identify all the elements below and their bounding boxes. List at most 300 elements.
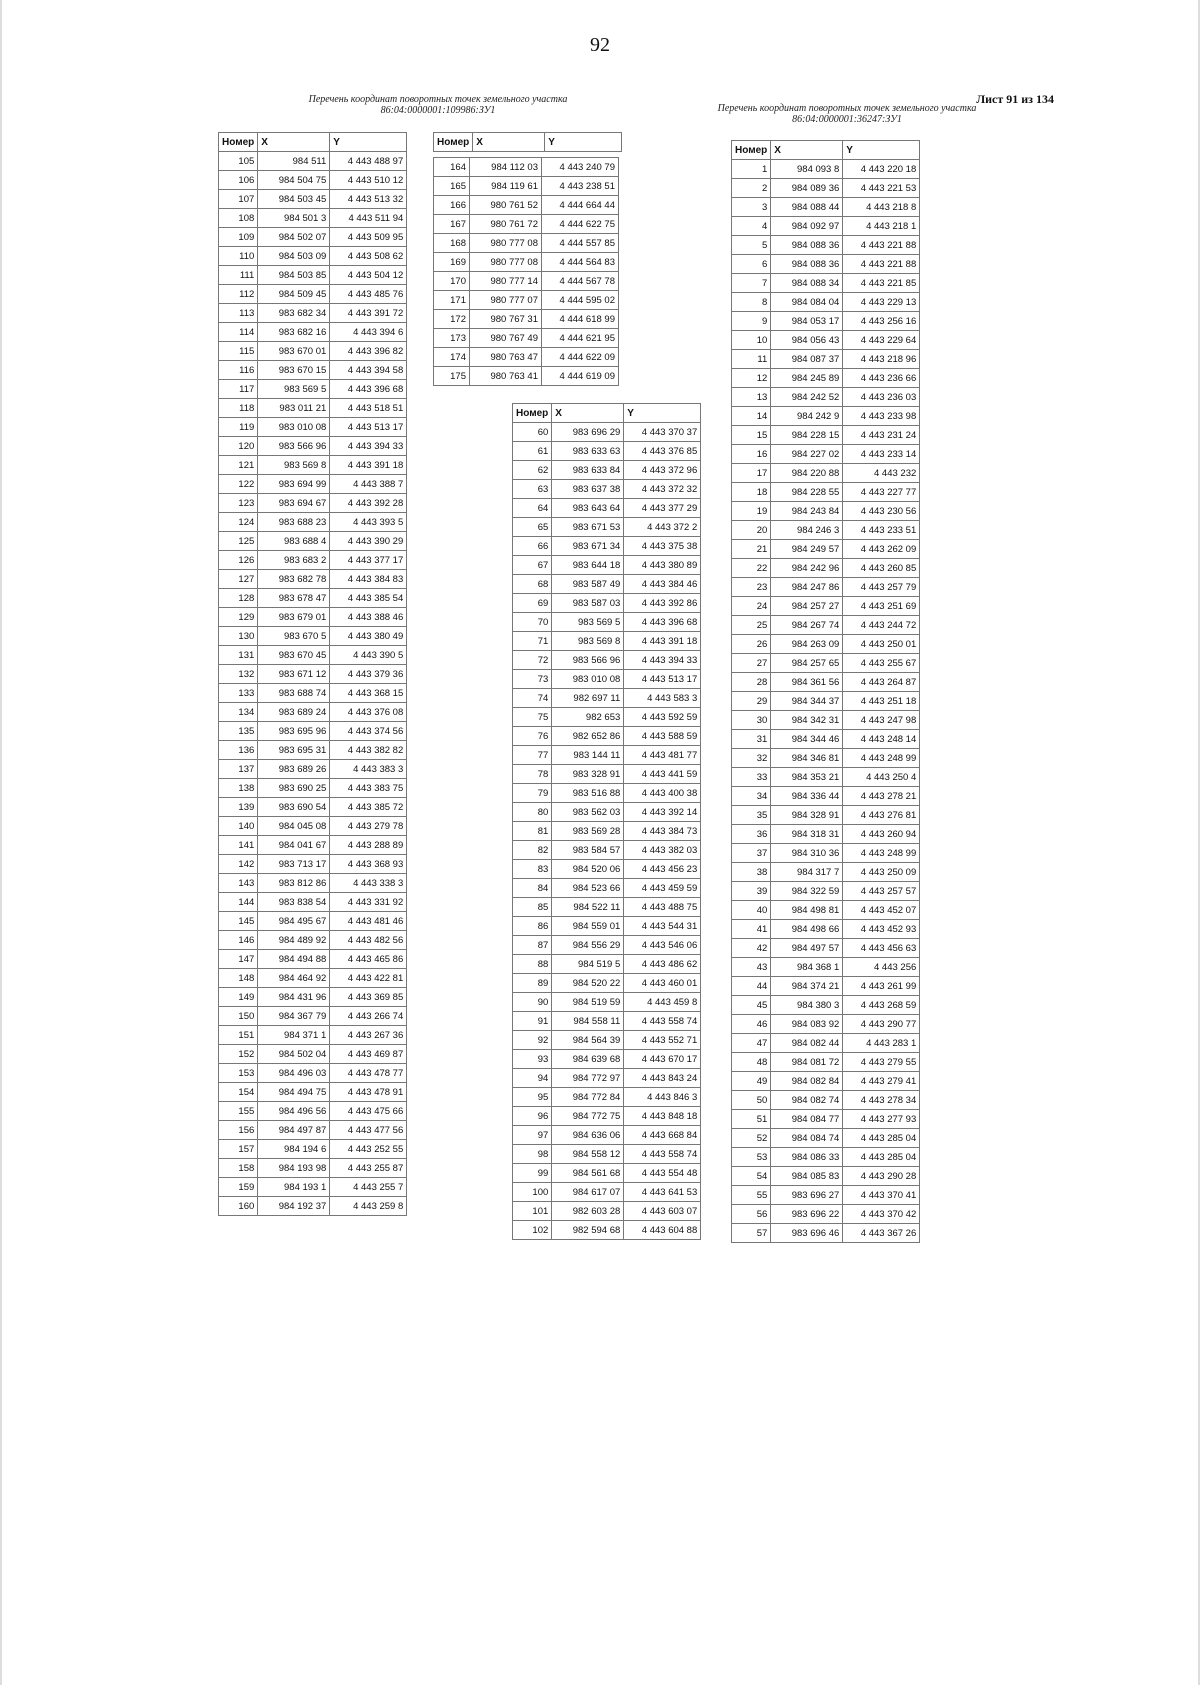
coord-y: 4 443 393 5 <box>330 513 407 532</box>
coord-x: 984 558 12 <box>552 1145 624 1164</box>
table-row <box>732 426 920 445</box>
coord-x: 984 084 77 <box>771 1110 843 1129</box>
coord-y: 4 443 248 99 <box>843 749 920 768</box>
coord-y: 4 443 372 32 <box>624 480 701 499</box>
table-row <box>513 1069 701 1088</box>
coord-y: 4 443 481 77 <box>624 746 701 765</box>
coords-table-a <box>218 132 407 1216</box>
coord-y: 4 443 394 58 <box>330 361 407 380</box>
table-header <box>434 133 622 152</box>
point-number: 16 <box>732 445 771 464</box>
coord-x: 982 652 86 <box>552 727 624 746</box>
coord-y: 4 443 244 72 <box>843 616 920 635</box>
coord-y: 4 443 255 67 <box>843 654 920 673</box>
coord-x: 984 494 75 <box>258 1083 330 1102</box>
point-number: 109 <box>219 228 258 247</box>
coord-x: 983 696 46 <box>771 1224 843 1243</box>
point-number: 106 <box>219 171 258 190</box>
point-number: 31 <box>732 730 771 749</box>
table-row <box>219 380 407 399</box>
point-number: 86 <box>513 917 552 936</box>
coord-y: 4 444 664 44 <box>542 196 619 215</box>
coord-x: 984 523 66 <box>552 879 624 898</box>
point-number: 97 <box>513 1126 552 1145</box>
point-number: 142 <box>219 855 258 874</box>
coord-x: 983 637 38 <box>552 480 624 499</box>
col-x: X <box>258 133 330 152</box>
table-row <box>513 1221 701 1240</box>
scan-edge-left <box>0 0 2 1685</box>
point-number: 23 <box>732 578 771 597</box>
point-number: 4 <box>732 217 771 236</box>
coord-y: 4 443 509 95 <box>330 228 407 247</box>
coord-y: 4 443 227 77 <box>843 483 920 502</box>
table-row <box>732 559 920 578</box>
coord-x: 984 336 44 <box>771 787 843 806</box>
point-number: 49 <box>732 1072 771 1091</box>
coord-x: 984 112 03 <box>470 158 542 177</box>
coord-y: 4 443 236 03 <box>843 388 920 407</box>
table-header <box>219 133 407 152</box>
table-row <box>219 437 407 456</box>
point-number: 35 <box>732 806 771 825</box>
coord-y: 4 443 394 6 <box>330 323 407 342</box>
coord-y: 4 443 276 81 <box>843 806 920 825</box>
coord-x: 983 689 26 <box>258 760 330 779</box>
coord-y: 4 443 255 87 <box>330 1159 407 1178</box>
point-number: 66 <box>513 537 552 556</box>
coord-y: 4 443 221 88 <box>843 255 920 274</box>
point-number: 172 <box>434 310 470 329</box>
coord-x: 984 489 92 <box>258 931 330 950</box>
coord-x: 983 569 8 <box>552 632 624 651</box>
coord-y: 4 443 376 85 <box>624 442 701 461</box>
point-number: 90 <box>513 993 552 1012</box>
coord-x: 984 639 68 <box>552 1050 624 1069</box>
coord-x: 983 689 24 <box>258 703 330 722</box>
coord-y: 4 443 456 23 <box>624 860 701 879</box>
table-row <box>513 1012 701 1031</box>
point-number: 64 <box>513 499 552 518</box>
coord-y: 4 443 558 74 <box>624 1012 701 1031</box>
coord-x: 980 763 47 <box>470 348 542 367</box>
coord-x: 983 690 54 <box>258 798 330 817</box>
coord-y: 4 443 396 68 <box>624 613 701 632</box>
table-row <box>732 388 920 407</box>
coord-x: 984 082 84 <box>771 1072 843 1091</box>
coord-x: 980 763 41 <box>470 367 542 386</box>
coord-y: 4 444 618 99 <box>542 310 619 329</box>
table-row <box>219 1121 407 1140</box>
coord-x: 984 498 66 <box>771 920 843 939</box>
coord-x: 983 838 54 <box>258 893 330 912</box>
point-number: 164 <box>434 158 470 177</box>
coord-x: 984 093 8 <box>771 160 843 179</box>
coord-x: 984 192 37 <box>258 1197 330 1216</box>
coord-x: 984 353 21 <box>771 768 843 787</box>
table-row <box>219 532 407 551</box>
coord-x: 984 503 85 <box>258 266 330 285</box>
coord-y: 4 443 231 24 <box>843 426 920 445</box>
table-row <box>434 234 619 253</box>
coord-y: 4 443 278 34 <box>843 1091 920 1110</box>
table-row <box>732 635 920 654</box>
table-row <box>434 177 619 196</box>
coord-y: 4 443 394 33 <box>624 651 701 670</box>
point-number: 12 <box>732 369 771 388</box>
point-number: 25 <box>732 616 771 635</box>
coord-y: 4 444 557 85 <box>542 234 619 253</box>
point-number: 170 <box>434 272 470 291</box>
coord-y: 4 443 469 87 <box>330 1045 407 1064</box>
coord-x: 984 504 75 <box>258 171 330 190</box>
point-number: 118 <box>219 399 258 418</box>
point-number: 160 <box>219 1197 258 1216</box>
table-row <box>219 627 407 646</box>
table-row <box>513 499 701 518</box>
coord-x: 984 041 67 <box>258 836 330 855</box>
table-row <box>732 787 920 806</box>
coord-y: 4 443 388 46 <box>330 608 407 627</box>
table-row <box>219 931 407 950</box>
coord-x: 984 088 44 <box>771 198 843 217</box>
table-row <box>732 1167 920 1186</box>
point-number: 69 <box>513 594 552 613</box>
point-number: 17 <box>732 464 771 483</box>
point-number: 68 <box>513 575 552 594</box>
coord-x: 983 569 8 <box>258 456 330 475</box>
coord-y: 4 443 390 29 <box>330 532 407 551</box>
coord-x: 983 010 08 <box>552 670 624 689</box>
coord-y: 4 443 478 77 <box>330 1064 407 1083</box>
table-row <box>732 920 920 939</box>
table-row <box>219 1064 407 1083</box>
coords-table-d <box>731 140 920 1243</box>
point-number: 134 <box>219 703 258 722</box>
table-row <box>219 1026 407 1045</box>
point-number: 92 <box>513 1031 552 1050</box>
point-number: 26 <box>732 635 771 654</box>
coord-y: 4 444 622 75 <box>542 215 619 234</box>
point-number: 124 <box>219 513 258 532</box>
point-number: 30 <box>732 711 771 730</box>
table-row <box>732 597 920 616</box>
coord-x: 983 688 4 <box>258 532 330 551</box>
coord-y: 4 443 552 71 <box>624 1031 701 1050</box>
coord-x: 984 228 55 <box>771 483 843 502</box>
point-number: 101 <box>513 1202 552 1221</box>
table-row <box>513 841 701 860</box>
coord-y: 4 443 508 62 <box>330 247 407 266</box>
coord-x: 984 322 59 <box>771 882 843 901</box>
coord-y: 4 444 621 95 <box>542 329 619 348</box>
point-number: 150 <box>219 1007 258 1026</box>
coord-x: 984 083 92 <box>771 1015 843 1034</box>
point-number: 2 <box>732 179 771 198</box>
point-number: 140 <box>219 817 258 836</box>
coord-x: 980 777 08 <box>470 253 542 272</box>
point-number: 95 <box>513 1088 552 1107</box>
point-number: 60 <box>513 423 552 442</box>
coord-x: 983 682 78 <box>258 570 330 589</box>
table-row <box>732 179 920 198</box>
table-row <box>219 1102 407 1121</box>
table-row <box>219 874 407 893</box>
point-number: 91 <box>513 1012 552 1031</box>
coord-y: 4 443 377 29 <box>624 499 701 518</box>
coord-y: 4 443 513 32 <box>330 190 407 209</box>
coord-y: 4 443 236 66 <box>843 369 920 388</box>
coord-y: 4 443 279 55 <box>843 1053 920 1072</box>
coords-table-b <box>433 157 619 386</box>
coord-y: 4 443 268 59 <box>843 996 920 1015</box>
col-x: X <box>552 404 624 423</box>
point-number: 79 <box>513 784 552 803</box>
col-num: Номер <box>732 141 771 160</box>
col-num: Номер <box>434 133 473 152</box>
point-number: 120 <box>219 437 258 456</box>
table-row <box>219 247 407 266</box>
point-number: 156 <box>219 1121 258 1140</box>
point-number: 63 <box>513 480 552 499</box>
coord-y: 4 444 622 09 <box>542 348 619 367</box>
coord-x: 984 193 98 <box>258 1159 330 1178</box>
coord-y: 4 443 668 84 <box>624 1126 701 1145</box>
point-number: 48 <box>732 1053 771 1072</box>
table-row <box>219 570 407 589</box>
table-header <box>732 141 920 160</box>
point-number: 128 <box>219 589 258 608</box>
coord-x: 980 767 49 <box>470 329 542 348</box>
table-row <box>513 746 701 765</box>
table-row <box>219 152 407 171</box>
point-number: 137 <box>219 760 258 779</box>
coord-x: 984 367 79 <box>258 1007 330 1026</box>
coord-y: 4 443 218 1 <box>843 217 920 236</box>
table-row <box>219 665 407 684</box>
table-row <box>434 272 619 291</box>
table-row <box>219 1140 407 1159</box>
coord-x: 980 761 72 <box>470 215 542 234</box>
coord-x: 983 010 08 <box>258 418 330 437</box>
coord-y: 4 443 382 82 <box>330 741 407 760</box>
coord-x: 984 088 36 <box>771 236 843 255</box>
coord-x: 983 713 17 <box>258 855 330 874</box>
point-number: 133 <box>219 684 258 703</box>
point-number: 117 <box>219 380 258 399</box>
coord-x: 984 464 92 <box>258 969 330 988</box>
point-number: 27 <box>732 654 771 673</box>
coord-x: 984 263 09 <box>771 635 843 654</box>
coord-x: 983 516 88 <box>552 784 624 803</box>
point-number: 121 <box>219 456 258 475</box>
point-number: 52 <box>732 1129 771 1148</box>
coord-y: 4 443 247 98 <box>843 711 920 730</box>
point-number: 53 <box>732 1148 771 1167</box>
point-number: 20 <box>732 521 771 540</box>
coord-y: 4 443 367 26 <box>843 1224 920 1243</box>
table-row <box>732 312 920 331</box>
table-row <box>732 160 920 179</box>
coord-y: 4 443 257 79 <box>843 578 920 597</box>
coord-y: 4 443 248 99 <box>843 844 920 863</box>
coord-x: 983 566 96 <box>552 651 624 670</box>
table-row <box>219 361 407 380</box>
coord-x: 983 690 25 <box>258 779 330 798</box>
coord-x: 983 688 23 <box>258 513 330 532</box>
coord-x: 984 361 56 <box>771 673 843 692</box>
coord-y: 4 443 264 87 <box>843 673 920 692</box>
coord-y: 4 443 603 07 <box>624 1202 701 1221</box>
point-number: 57 <box>732 1224 771 1243</box>
point-number: 153 <box>219 1064 258 1083</box>
coord-x: 984 503 45 <box>258 190 330 209</box>
point-number: 34 <box>732 787 771 806</box>
coord-y: 4 443 475 66 <box>330 1102 407 1121</box>
table-row <box>732 445 920 464</box>
coord-x: 984 772 84 <box>552 1088 624 1107</box>
table-row <box>732 274 920 293</box>
table-row <box>513 575 701 594</box>
coord-x: 984 227 02 <box>771 445 843 464</box>
table-row <box>219 456 407 475</box>
coord-y: 4 443 375 38 <box>624 537 701 556</box>
table-row <box>732 825 920 844</box>
coord-x: 984 246 3 <box>771 521 843 540</box>
coord-y: 4 444 619 09 <box>542 367 619 386</box>
point-number: 157 <box>219 1140 258 1159</box>
point-number: 37 <box>732 844 771 863</box>
point-number: 62 <box>513 461 552 480</box>
table-row <box>732 217 920 236</box>
coord-x: 984 636 06 <box>552 1126 624 1145</box>
coord-x: 983 671 53 <box>552 518 624 537</box>
coord-y: 4 443 233 51 <box>843 521 920 540</box>
point-number: 9 <box>732 312 771 331</box>
col-num: Номер <box>513 404 552 423</box>
table-row <box>513 860 701 879</box>
table-row <box>732 1091 920 1110</box>
table-row <box>434 310 619 329</box>
table-row <box>513 461 701 480</box>
point-number: 151 <box>219 1026 258 1045</box>
coord-y: 4 443 262 09 <box>843 540 920 559</box>
coord-x: 983 566 96 <box>258 437 330 456</box>
table-row <box>513 765 701 784</box>
coord-y: 4 443 259 8 <box>330 1197 407 1216</box>
coord-y: 4 443 441 59 <box>624 765 701 784</box>
point-number: 147 <box>219 950 258 969</box>
point-number: 110 <box>219 247 258 266</box>
coord-x: 982 594 68 <box>552 1221 624 1240</box>
coord-x: 984 084 04 <box>771 293 843 312</box>
table-row <box>219 285 407 304</box>
coord-x: 983 696 22 <box>771 1205 843 1224</box>
coord-x: 983 569 5 <box>258 380 330 399</box>
coord-y: 4 443 546 06 <box>624 936 701 955</box>
table-row <box>219 228 407 247</box>
table-row <box>732 1186 920 1205</box>
coord-x: 984 257 27 <box>771 597 843 616</box>
table-row <box>732 1110 920 1129</box>
coord-x: 982 653 <box>552 708 624 727</box>
point-number: 56 <box>732 1205 771 1224</box>
coord-x: 983 328 91 <box>552 765 624 784</box>
point-number: 169 <box>434 253 470 272</box>
coord-y: 4 443 252 55 <box>330 1140 407 1159</box>
coord-y: 4 443 261 99 <box>843 977 920 996</box>
coord-x: 984 220 88 <box>771 464 843 483</box>
coord-y: 4 443 392 14 <box>624 803 701 822</box>
coord-y: 4 443 391 72 <box>330 304 407 323</box>
table-row <box>513 1031 701 1050</box>
coord-x: 983 679 01 <box>258 608 330 627</box>
coord-y: 4 443 396 82 <box>330 342 407 361</box>
coord-x: 983 694 67 <box>258 494 330 513</box>
coord-y: 4 443 257 57 <box>843 882 920 901</box>
coord-x: 983 683 2 <box>258 551 330 570</box>
coord-x: 984 119 61 <box>470 177 542 196</box>
table-row <box>219 817 407 836</box>
coord-x: 983 688 74 <box>258 684 330 703</box>
table-row <box>732 1015 920 1034</box>
point-number: 135 <box>219 722 258 741</box>
coord-x: 983 569 5 <box>552 613 624 632</box>
coord-y: 4 443 504 12 <box>330 266 407 285</box>
table-row <box>732 1205 920 1224</box>
table-row <box>219 209 407 228</box>
coord-y: 4 443 588 59 <box>624 727 701 746</box>
coord-y: 4 443 592 59 <box>624 708 701 727</box>
point-number: 127 <box>219 570 258 589</box>
coord-x: 984 380 3 <box>771 996 843 1015</box>
point-number: 22 <box>732 559 771 578</box>
point-number: 50 <box>732 1091 771 1110</box>
coord-x: 984 194 6 <box>258 1140 330 1159</box>
coord-x: 984 502 07 <box>258 228 330 247</box>
table-row <box>513 480 701 499</box>
coord-y: 4 443 233 98 <box>843 407 920 426</box>
table-row <box>434 253 619 272</box>
point-number: 141 <box>219 836 258 855</box>
coord-y: 4 443 388 7 <box>330 475 407 494</box>
point-number: 175 <box>434 367 470 386</box>
coord-x: 984 519 59 <box>552 993 624 1012</box>
coord-x: 983 144 11 <box>552 746 624 765</box>
point-number: 1 <box>732 160 771 179</box>
table-row <box>219 418 407 437</box>
table-row <box>219 836 407 855</box>
point-number: 123 <box>219 494 258 513</box>
point-number: 93 <box>513 1050 552 1069</box>
coord-x: 984 511 <box>258 152 330 171</box>
coord-x: 984 368 1 <box>771 958 843 977</box>
table-row <box>513 537 701 556</box>
coord-y: 4 443 221 88 <box>843 236 920 255</box>
coord-y: 4 443 513 17 <box>624 670 701 689</box>
point-number: 119 <box>219 418 258 437</box>
coord-x: 984 520 06 <box>552 860 624 879</box>
table-row <box>219 741 407 760</box>
coord-y: 4 443 260 85 <box>843 559 920 578</box>
coord-x: 984 498 81 <box>771 901 843 920</box>
table-row <box>513 594 701 613</box>
table-row <box>732 730 920 749</box>
coord-x: 984 088 34 <box>771 274 843 293</box>
table-row <box>513 1202 701 1221</box>
coord-y: 4 443 250 4 <box>843 768 920 787</box>
coord-y: 4 443 459 8 <box>624 993 701 1012</box>
